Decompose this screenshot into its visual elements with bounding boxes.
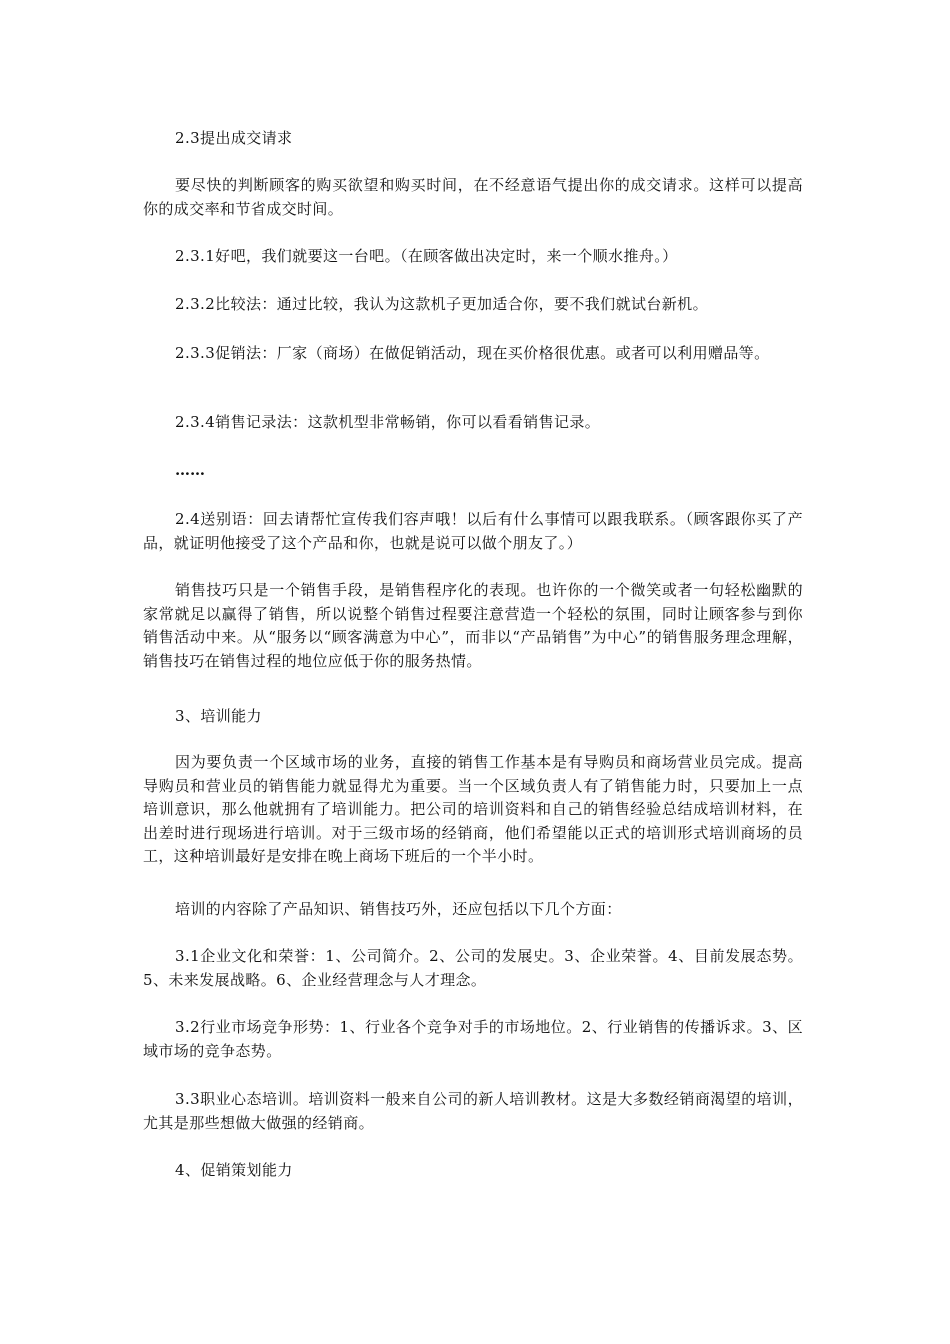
list-item: 3.3职业心态培训。培训资料一般来自公司的新人培训教材。这是大多数经销商渴望的培训，尤其是那些想做大做强的经销商。 [143, 1090, 803, 1132]
list-item: 2.3.4销售记录法：这款机型非常畅销，你可以看看销售记录。 [175, 413, 601, 431]
list-item: 2.3.3促销法：厂家（商场）在做促销活动，现在买价格很优惠。或者可以利用赠品等。 [175, 344, 770, 362]
list-item: 3.1企业文化和荣誉：1、公司简介。2、公司的发展史。3、企业荣誉。4、目前发展态势。5、未来发展战略。6、企业经营理念与人才理念。 [143, 947, 803, 989]
paragraph: 2.4送别语：回去请帮忙宣传我们容声哦！以后有什么事情可以跟我联系。（顾客跟你买了产品，就证明他接受了这个产品和你，也就是说可以做个朋友了。） [143, 510, 803, 552]
section-heading-3: 3、培训能力 [175, 707, 262, 725]
paragraph: 因为要负责一个区域市场的业务，直接的销售工作基本是有导购员和商场营业员完成。提高导购员和营业员的销售能力就显得尤为重要。当一个区域负责人有了销售能力时，只要加上一点培训意识，那么他就拥有了培训能力。把公司的培训资料和自己的销售经验总结成培训材料，在出差时进行现场进行培训。对于三级市场的经销商，他们希望能以正式的培训形式培训商场的员工，这种培训最好是安排在晚上商场下班后的一个半小时。 [143, 753, 803, 865]
paragraph: 要尽快的判断顾客的购买欲望和购买时间，在不经意语气提出你的成交请求。这样可以提高你的成交率和节省成交时间。 [143, 176, 803, 218]
section-heading-2-3: 2.3提出成交请求 [175, 129, 293, 147]
section-heading-4: 4、促销策划能力 [175, 1161, 293, 1179]
list-item: 2.3.1好吧，我们就要这一台吧。（在顾客做出决定时，来一个顺水推舟。） [175, 247, 678, 265]
paragraph: 培训的内容除了产品知识、销售技巧外，还应包括以下几个方面： [175, 900, 622, 918]
paragraph: 销售技巧只是一个销售手段，是销售程序化的表现。也许你的一个微笑或者一句轻松幽默的家常就足以赢得了销售，所以说整个销售过程要注意营造一个轻松的氛围，同时让顾客参与到你销售活动中来。从“服务以“顾客满意为中心”，而非以“产品销售”为中心”的销售服务理念理解，销售技巧在销售过程的地位应低于你的服务热情。 [143, 581, 803, 670]
list-item: 3.2行业市场竞争形势：1、行业各个竞争对手的市场地位。2、行业销售的传播诉求。3、区域市场的竞争态势。 [143, 1018, 803, 1060]
list-item: 2.3.2比较法：通过比较，我认为这款机子更加适合你，要不我们就试台新机。 [175, 295, 708, 313]
ellipsis: …… [175, 461, 205, 479]
